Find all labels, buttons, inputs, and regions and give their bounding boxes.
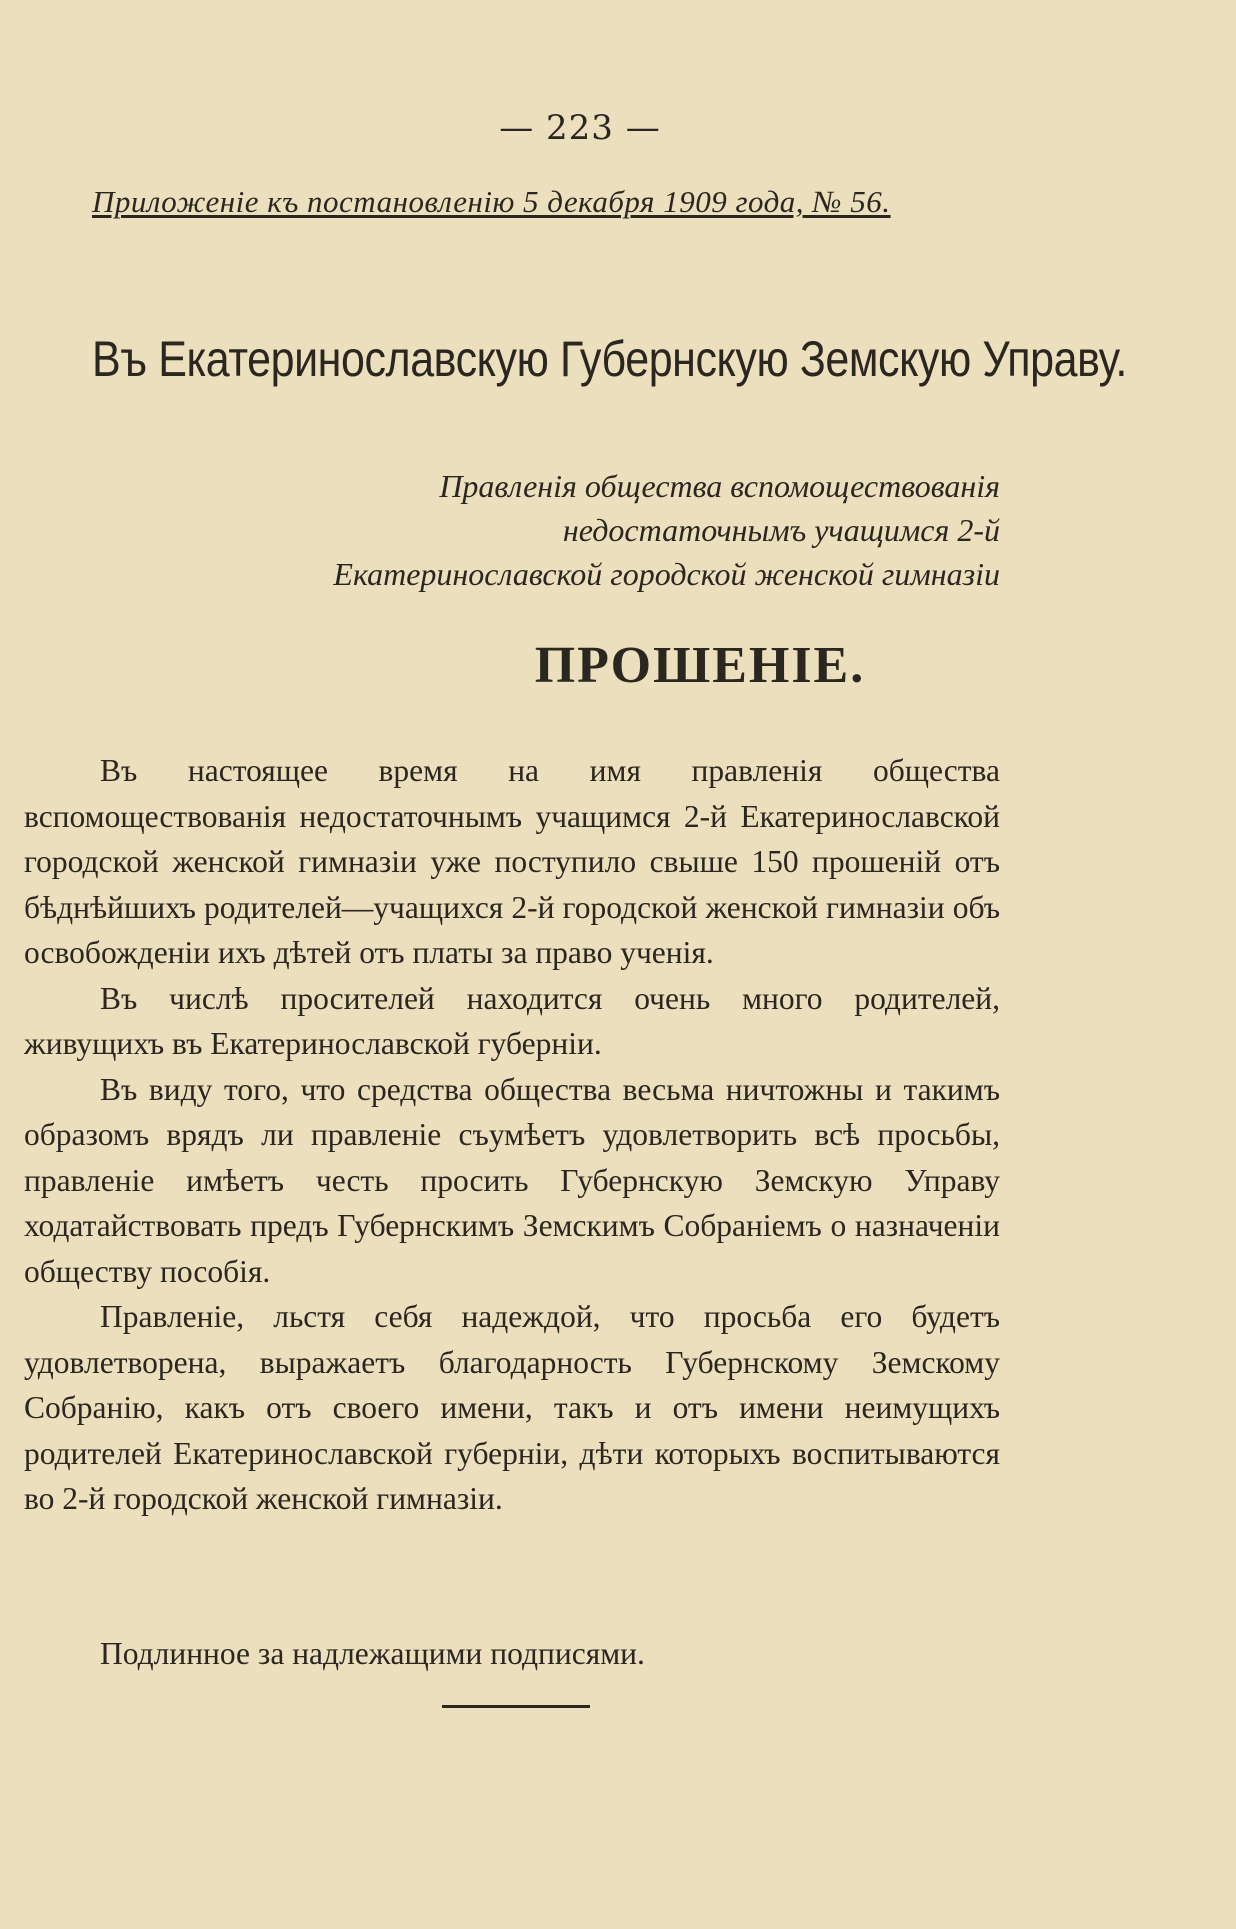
appendix-note: Приложеніе къ постановленію 5 декабря 1909 года, № 56. [92,184,891,219]
petition-body [24,748,1000,1522]
addressee-heading: Въ Екатеринославскую Губернскую Земскую Управу. [92,331,1127,387]
paragraph: Правленіе, льстя себя надеждой, что просьба его будетъ удовлетворена, выражаетъ благодарность Губернскому Земскому Собранію, какъ отъ своего имени, такъ и отъ имени неимущихъ родителей Екатеринославской губерніи, дѣти которыхъ воспитываются во 2-й городской женской гимназіи. [24,1299,1000,1516]
document-title: ПРОШЕНІЕ. [534,637,866,694]
sender-line: Правленія общества вспомоществованія недостаточнымъ учащимся 2-й Екатеринославской городской женской гимназіи [333,468,1000,592]
paragraph: Въ виду того, что средства общества весьма ничтожны и такимъ образомъ врядъ ли правленіе съумѣетъ удовлетворить всѣ просьбы, правленіе имѣетъ честь просить Губернскую Земскую Управу ходатайствовать предъ Губернскимъ Земскимъ Собраніемъ о назначеніи обществу пособія. [24,1071,1000,1289]
page-number: — 223 — [499,108,661,148]
paragraph: Въ настоящее время на имя правленія общества вспомоществованія недостаточнымъ учащимся 2-й Екатеринославской городской женской гимназіи уже поступило свыше 150 прошеній отъ бѣднѣйшихъ родителей—учащихся 2-й городской женской гимназіи объ освобожденіи ихъ дѣтей отъ платы за право ученія. [24,753,1000,970]
paragraph: Въ числѣ просителей находится очень много родителей, живущихъ въ Екатеринославской губерніи. [24,980,1000,1061]
closing-rule [442,1705,590,1708]
signature-note: Подлинное за надлежащими подписями. [100,1636,645,1671]
